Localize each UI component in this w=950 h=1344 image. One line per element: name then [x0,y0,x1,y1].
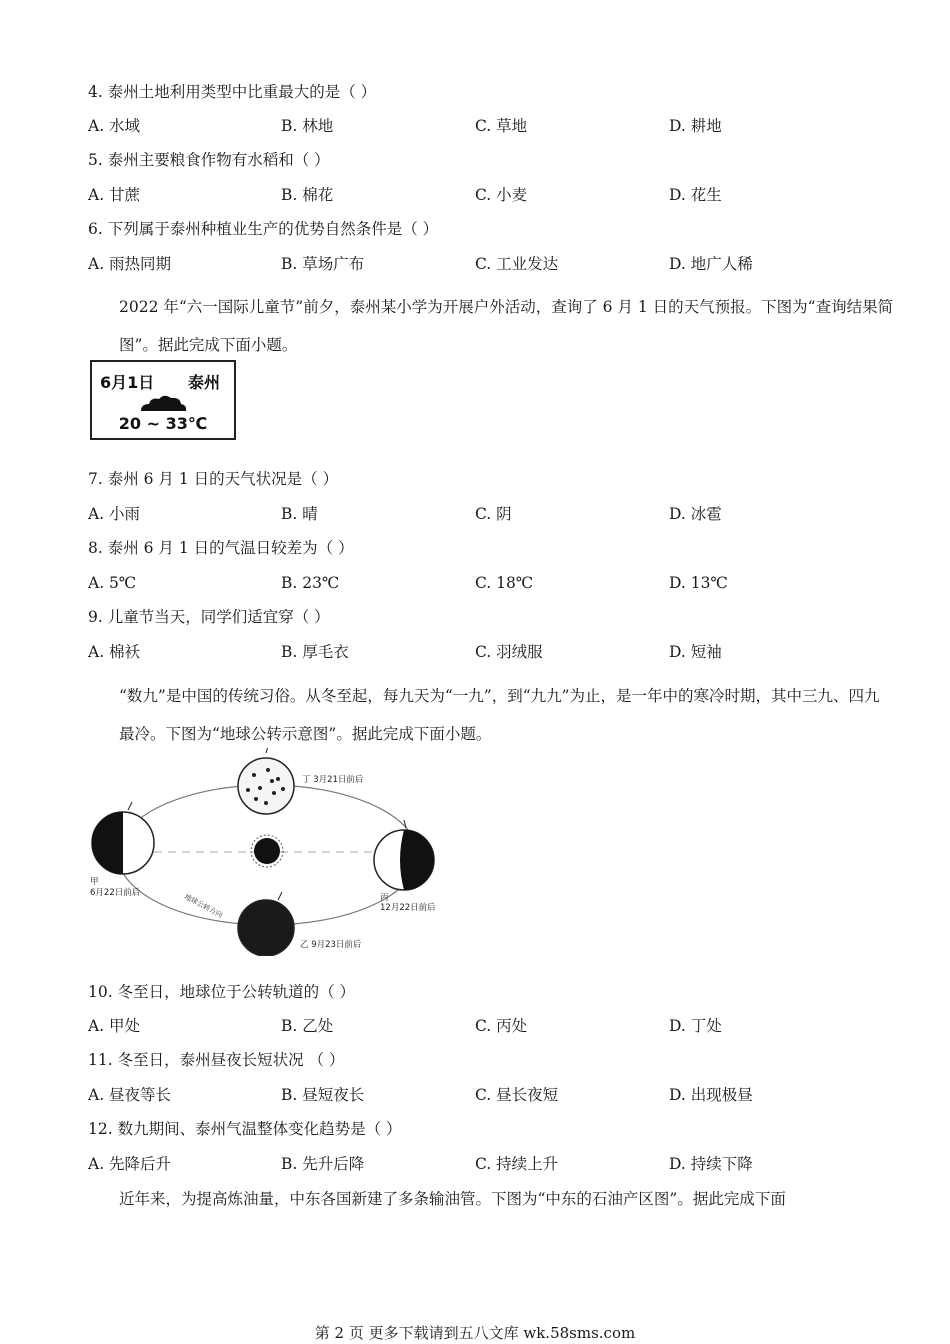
question-5-option-d: D. 花生 [669,186,722,204]
question-6-option-a: A. 雨热同期 [88,255,172,273]
question-8-option-c: C. 18℃ [475,574,534,592]
question-4-option-d: D. 耕地 [669,117,722,135]
question-9-stem: 9. 儿童节当天，同学们适宜穿（ ） [88,608,330,626]
overcast-cloud-icon [138,393,188,413]
question-9-option-d: D. 短袖 [669,643,722,661]
question-6-option-b: B. 草场广布 [281,255,365,273]
earth-orbit-diagram [88,748,448,956]
question-8-option-b: B. 23℃ [281,574,340,592]
page-footer: 第 2 页 更多下载请到五八文库 wk.58sms.com [314,1324,636,1342]
question-6-stem: 6. 下列属于泰州种植业生产的优势自然条件是（ ） [88,220,439,238]
earth-bing-icon [374,820,434,890]
question-12-stem: 12. 数九期间、泰州气温整体变化趋势是（ ） [88,1120,402,1138]
question-10-option-a: A. 甲处 [88,1017,141,1035]
question-10-option-c: C. 丙处 [475,1017,528,1035]
question-9-option-c: C. 羽绒服 [475,643,543,661]
earth-ding-icon [238,748,294,814]
question-11-option-d: D. 出现极昼 [669,1086,753,1104]
question-4-option-b: B. 林地 [281,117,334,135]
question-8-option-d: D. 13℃ [669,574,728,592]
oil-passage: 近年来，为提高炼油量，中东各国新建了多条输油管。下图为“中东的石油产区图”。据此完成下面 [119,1190,786,1208]
question-11-option-c: C. 昼长夜短 [475,1086,559,1104]
question-7-option-d: D. 冰雹 [669,505,722,523]
question-12-option-d: D. 持续下降 [669,1155,753,1173]
question-5-stem: 5. 泰州主要粮食作物有水稻和（ ） [88,151,330,169]
question-4-option-a: A. 水域 [88,117,141,135]
question-9-option-a: A. 棉袄 [88,643,141,661]
question-12-option-a: A. 先降后升 [88,1155,172,1173]
question-12-option-c: C. 持续上升 [475,1155,559,1173]
weather-forecast-card [90,360,236,440]
sun-icon [254,838,280,864]
label-bing: 丙 [380,893,389,903]
question-7-option-a: A. 小雨 [88,505,141,523]
question-4-stem: 4. 泰州土地利用类型中比重最大的是（ ） [88,83,377,101]
question-8-stem: 8. 泰州 6 月 1 日的气温日较差为（ ） [88,539,354,557]
label-jia: 甲 [90,877,99,887]
weather-city: 泰州 [188,373,221,392]
question-11-stem: 11. 冬至日，泰州昼夜长短状况 （ ） [88,1051,345,1069]
label-ding: 丁 3月21日前后 [302,775,364,785]
question-6-option-d: D. 地广人稀 [669,255,753,273]
question-7-option-c: C. 阴 [475,505,512,523]
weather-date: 6月1日 [100,373,155,392]
question-5-option-c: C. 小麦 [475,186,528,204]
question-7-option-b: B. 晴 [281,505,318,523]
question-10-option-d: D. 丁处 [669,1017,722,1035]
label-revolution-direction: 地球公转方向 [183,892,224,920]
earth-yi-icon [238,892,294,956]
question-8-option-a: A. 5℃ [88,574,137,592]
question-5-option-a: A. 甘蔗 [88,186,141,204]
question-12-option-b: B. 先升后降 [281,1155,365,1173]
question-10-option-b: B. 乙处 [281,1017,334,1035]
question-11-option-a: A. 昼夜等长 [88,1086,172,1104]
label-bing-date: 12月22日前后 [380,903,436,913]
question-10-stem: 10. 冬至日，地球位于公转轨道的（ ） [88,983,356,1001]
weather-temperature: 20 ~ 33℃ [118,414,208,433]
weather-passage: 2022 年“六一国际儿童节”前夕，泰州某小学为开展户外活动，查询了 6 月 1 日的天气预报。下图为“查询结果简图”。据此完成下面小题。 [119,298,894,354]
question-6-option-c: C. 工业发达 [475,255,559,273]
earth-jia-icon [92,802,154,874]
shujiu-passage: “数九”是中国的传统习俗。从冬至起，每九天为“一九”，到“九九”为止，是一年中的寒冷时期，其中三九、四九最冷。下图为“地球公转示意图”。据此完成下面小题。 [119,687,880,743]
question-9-option-b: B. 厚毛衣 [281,643,349,661]
question-11-option-b: B. 昼短夜长 [281,1086,365,1104]
question-4-option-c: C. 草地 [475,117,528,135]
label-jia-date: 6月22日前后 [90,888,141,898]
question-7-stem: 7. 泰州 6 月 1 日的天气状况是（ ） [88,470,339,488]
question-5-option-b: B. 棉花 [281,186,334,204]
label-yi: 乙 9月23日前后 [300,940,362,950]
